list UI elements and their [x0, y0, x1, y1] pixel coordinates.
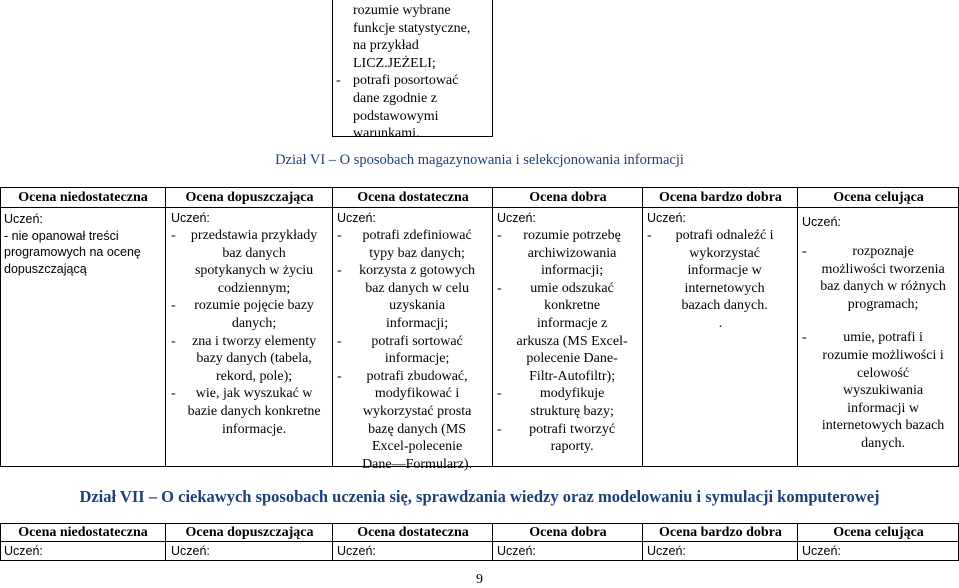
student-label: Uczeń: — [171, 544, 210, 558]
prev-line: funkcje statystyczne, — [353, 20, 471, 36]
list-item: - rozumie potrzebę archiwizowania informacji; — [497, 227, 639, 280]
list-item: - zna i tworzy elementy bazy danych (tabela, rekord, pole); — [171, 333, 329, 386]
student-label: Uczeń: — [802, 215, 841, 229]
section-7-title: Dział VII – O ciekawych sposobach uczenia się, sprawdzania wiedzy oraz modelowaniu i symulacji komputerowej — [79, 487, 880, 506]
prev-line: dane zgodnie z — [353, 90, 437, 106]
text-line: danych. — [861, 435, 906, 451]
header-ocena-celujaca: Ocena celująca — [833, 190, 924, 205]
list-item: - potrafi tworzyć raporty. — [497, 421, 639, 456]
list-item: - rozumie pojęcie bazy danych; — [171, 297, 329, 332]
student-label: Uczeń: — [647, 211, 686, 225]
text-line: codziennym; — [217, 280, 291, 296]
list-item: - wie, jak wyszukać w bazie danych konkretne informacje. — [171, 385, 329, 438]
header-7-ocena-dobra: Ocena dobra — [529, 525, 607, 540]
text-line: wykorzystać prosta — [362, 403, 472, 419]
text-line: wyszukiwania — [843, 383, 924, 399]
text-line: informacje z — [536, 315, 608, 331]
prev-line: rozumie wybrane — [353, 3, 451, 18]
text-line: bazach danych. — [681, 298, 768, 314]
text-line: modyfikuje — [539, 386, 605, 402]
col-dobra — [497, 209, 639, 456]
student-label: Uczeń: — [4, 544, 43, 558]
text-line: bazę danych (MS — [368, 421, 467, 437]
text-line: programowych na ocenę — [4, 245, 141, 259]
list-item: - rozpoznaje możliwości tworzenia baz danych w różnych programach; — [802, 243, 956, 313]
text-line: rozumie możliwości i — [822, 347, 944, 363]
text-line: konkretne — [544, 298, 601, 314]
list-item: - umie, potrafi i rozumie możliwości i celowość wyszukiwania informacji w internetowych bazach danych. — [802, 329, 956, 452]
text-line: wie, jak wyszukać w — [195, 386, 313, 402]
text-line: informacji w — [847, 400, 920, 416]
text-line: baz danych w różnych — [820, 279, 946, 295]
text-line: przedstawia przykłady — [190, 228, 318, 243]
student-label: Uczeń: — [337, 544, 376, 558]
text-line: bazie danych konkretne — [187, 403, 321, 419]
student-label: Uczeń: — [497, 211, 536, 225]
prev-line: LICZ.JEŻELI; — [353, 55, 436, 71]
student-label: Uczeń: — [497, 544, 536, 558]
prev-cell-text: rozumie wybrane funkcje statystyczne, na przykład LICZ.JEŻELI; - potrafi posortować dane zgodnie z podstawowymi warunkami. — [353, 2, 491, 143]
prev-line: potrafi posortować — [353, 73, 459, 89]
text-line: informacje; — [384, 351, 450, 367]
text-line: typy baz danych; — [369, 245, 465, 261]
text-line: rozumie pojęcie bazy — [194, 298, 314, 314]
text-line: uzyskania — [389, 298, 446, 314]
text-line: wykorzystać — [689, 245, 760, 261]
text-line: celowość — [857, 365, 910, 381]
text-line: modyfikować i — [374, 386, 460, 402]
header-ocena-dopuszczajaca: Ocena dopuszczająca — [185, 190, 314, 205]
header-7-ocena-dostateczna: Ocena dostateczna — [357, 525, 469, 540]
text-line: informacji; — [540, 263, 604, 279]
text-line: programach; — [847, 296, 919, 312]
text-line: potrafi sortować — [371, 333, 463, 349]
header-7-ocena-dopuszczajaca: Ocena dopuszczająca — [185, 525, 314, 540]
col-niedostateczna — [4, 211, 162, 277]
list-item: - korzysta z gotowych baz danych w celu uzyskania informacji; — [337, 262, 489, 332]
text-line: informacje w — [687, 263, 762, 279]
prev-line: podstawowymi — [353, 108, 439, 124]
text-line: informacje. — [222, 421, 287, 437]
header-ocena-bardzo-dobra: Ocena bardzo dobra — [659, 190, 782, 205]
text-line: informacji; — [385, 315, 449, 331]
student-label: Uczeń: — [337, 211, 376, 225]
text-line: możliwości tworzenia — [821, 261, 945, 277]
list-item: - przedstawia przykłady baz danych spotykanych w życiu codziennym; — [171, 227, 329, 297]
text-line: potrafi zbudować, — [366, 368, 468, 384]
text-line: Excel-polecenie — [372, 439, 463, 455]
text-line: rozumie potrzebę — [523, 228, 621, 243]
header-ocena-dostateczna: Ocena dostateczna — [357, 190, 469, 205]
list-item: - potrafi zbudować, modyfikować i wykorzystać prosta bazę danych (MS Excel-polecenie Dane—Formularz). — [337, 368, 489, 474]
student-label: Uczeń: — [171, 211, 210, 225]
text-line: polecenie Dane- — [526, 351, 618, 367]
text-line: spotykanych w życiu — [194, 263, 314, 279]
text-line: rozpoznaje — [852, 244, 914, 259]
text-line: potrafi zdefiniować — [362, 228, 472, 243]
text-line: umie odszukać — [530, 280, 614, 296]
text-line: Dane—Formularz). — [362, 456, 473, 472]
student-label: Uczeń: — [647, 544, 686, 558]
section-6-title: Dział VI – O sposobach magazynowania i selekcjonowania informacji — [275, 152, 684, 168]
header-7-ocena-celujaca: Ocena celująca — [833, 525, 924, 540]
header-7-ocena-bardzo-dobra: Ocena bardzo dobra — [659, 525, 782, 540]
text-line: dopuszczającą — [4, 261, 87, 276]
header-7-ocena-niedostateczna: Ocena niedostateczna — [18, 525, 148, 540]
col-celujaca — [802, 213, 956, 453]
prev-line: warunkami. — [353, 126, 420, 142]
col-dopuszczajaca — [171, 209, 329, 438]
col-dostateczna — [337, 209, 489, 473]
text-line: internetowych bazach — [821, 418, 945, 434]
header-ocena-dobra: Ocena dobra — [529, 190, 607, 205]
text-line: danych; — [231, 315, 277, 331]
header-ocena-niedostateczna: Ocena niedostateczna — [18, 190, 148, 205]
text-line: raporty. — [550, 439, 594, 455]
student-label: Uczeń: — [4, 212, 43, 226]
text-line: - nie opanował treści — [4, 228, 119, 243]
text-line: bazy danych (tabela, — [196, 351, 312, 367]
text-line: internetowych — [684, 280, 765, 296]
text-line: korzysta z gotowych — [359, 263, 476, 279]
text-line: baz danych w celu — [365, 280, 469, 296]
list-item: - potrafi odnaleźć i wykorzystać informacje w internetowych bazach danych. — [647, 227, 794, 315]
trailing-dot: . — [718, 315, 723, 331]
text-line: strukturę bazy; — [530, 403, 614, 419]
text-line: umie, potrafi i — [843, 330, 923, 346]
text-line: arkusza (MS Excel- — [516, 333, 628, 349]
page-number: 9 — [476, 572, 483, 587]
list-item: - umie odszukać konkretne informacje z arkusza (MS Excel- polecenie Dane- Filtr-Autofiltr); — [497, 280, 639, 386]
list-item: - potrafi zdefiniować typy baz danych; — [337, 227, 489, 262]
list-item: - potrafi sortować informacje; — [337, 333, 489, 368]
text-line: Filtr-Autofiltr); — [529, 368, 616, 384]
text-line: rekord, pole); — [215, 368, 293, 384]
text-line: baz danych — [222, 245, 286, 261]
student-label: Uczeń: — [802, 544, 841, 558]
col-bardzo-dobra — [647, 209, 794, 333]
text-line: potrafi odnaleźć i — [675, 228, 774, 243]
text-line: archiwizowania — [527, 245, 617, 261]
text-line: zna i tworzy elementy — [192, 333, 317, 349]
prev-line: na przykład — [353, 38, 419, 54]
text-line: potrafi tworzyć — [529, 421, 616, 437]
list-item: - modyfikuje strukturę bazy; — [497, 385, 639, 420]
